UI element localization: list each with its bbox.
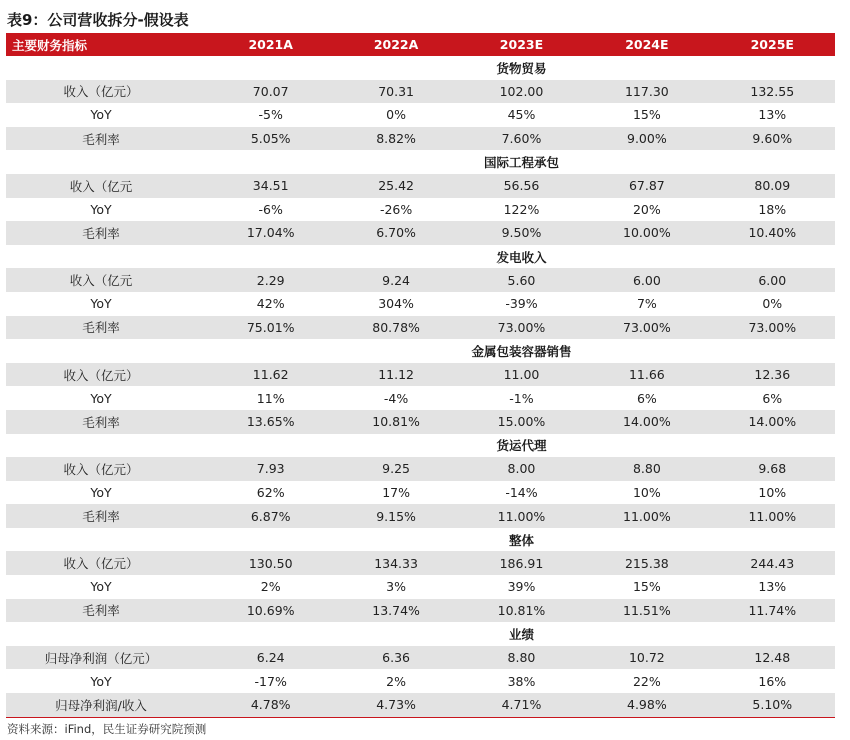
row-label: 收入（亿元）	[6, 363, 208, 387]
row-label: 毛利率	[6, 127, 208, 151]
header-cell-2022a: 2022A	[333, 33, 458, 56]
table-cell: 244.43	[710, 551, 835, 575]
row-label: 收入（亿元）	[6, 80, 208, 104]
table-cell: 13.65%	[208, 410, 333, 434]
table-cell: 132.55	[710, 80, 835, 104]
table-cell: 9.24	[333, 268, 458, 292]
table-cell: 186.91	[459, 551, 584, 575]
table-cell: 8.82%	[333, 127, 458, 151]
table-cell: 80.09	[710, 174, 835, 198]
table-cell: 13.74%	[333, 599, 458, 623]
table-cell: 11.00	[459, 363, 584, 387]
table-cell: 7%	[636, 296, 657, 312]
table-row	[6, 693, 835, 717]
section-title: 发电收入	[208, 245, 835, 269]
table-cell: 215.38	[584, 551, 709, 575]
table-cell: -5%	[258, 107, 283, 123]
table-cell: 11.62	[208, 363, 333, 387]
table-row	[6, 103, 835, 127]
table-cell: -14%	[505, 484, 538, 500]
row-label: YoY	[90, 579, 112, 595]
table-cell: 22%	[632, 673, 661, 689]
table-row	[6, 316, 835, 340]
financial-table	[6, 33, 835, 718]
header-cell-2021a: 2021A	[208, 33, 333, 56]
table-row	[6, 599, 835, 623]
table-cell: 4.78%	[208, 693, 333, 717]
row-label: 毛利率	[6, 410, 208, 434]
table-cell: 3%	[386, 579, 406, 595]
row-label: YoY	[90, 107, 112, 123]
table-cell: 304%	[378, 296, 414, 312]
table-cell: 4.71%	[459, 693, 584, 717]
row-label: 归母净利润（亿元）	[6, 646, 208, 670]
table-cell: 6.24	[208, 646, 333, 670]
table-cell: 80.78%	[333, 316, 458, 340]
table-cell: 5.60	[459, 268, 584, 292]
row-label: 归母净利润/收入	[6, 693, 208, 717]
table-cell: -26%	[379, 201, 413, 217]
table-cell: 11.00%	[710, 504, 835, 528]
table-row	[6, 575, 835, 599]
table-row	[6, 198, 835, 222]
source-note: 资料来源：iFind，民生证券研究院预测	[7, 722, 207, 736]
table-cell: 73.00%	[459, 316, 584, 340]
table-cell: 62%	[256, 484, 285, 500]
header-row	[6, 33, 835, 56]
table-cell: 12.48	[710, 646, 835, 670]
table-cell: -39%	[505, 296, 538, 312]
table-row	[6, 127, 835, 151]
table-cell: 70.31	[333, 80, 458, 104]
table-cell: 10.40%	[710, 221, 835, 245]
table-cell: 38%	[507, 673, 536, 689]
table-cell: 11.00%	[584, 504, 709, 528]
table-cell: 67.87	[584, 174, 709, 198]
table-cell: 34.51	[208, 174, 333, 198]
table-cell: 9.25	[333, 457, 458, 481]
table-cell: 4.98%	[584, 693, 709, 717]
row-label: 收入（亿元）	[6, 551, 208, 575]
table-cell: 12.36	[710, 363, 835, 387]
table-cell: -6%	[258, 201, 283, 217]
table-cell: 130.50	[208, 551, 333, 575]
table-cell: 0%	[762, 296, 783, 312]
table-row	[6, 363, 835, 387]
table-cell: 56.56	[459, 174, 584, 198]
table-cell: 25.42	[333, 174, 458, 198]
table-cell: 10.81%	[333, 410, 458, 434]
header-cell-2025e: 2025E	[710, 33, 835, 56]
section-title: 国际工程承包	[208, 150, 835, 174]
table-cell: 102.00	[459, 80, 584, 104]
table-cell: 73.00%	[584, 316, 709, 340]
row-label: YoY	[90, 201, 112, 217]
table-cell: 14.00%	[584, 410, 709, 434]
table-cell: 16%	[758, 673, 787, 689]
table-cell: 73.00%	[710, 316, 835, 340]
table-row	[6, 669, 835, 693]
section-header-row	[6, 434, 835, 458]
table-cell: 11.12	[333, 363, 458, 387]
table-body	[6, 56, 835, 717]
table-row	[6, 268, 835, 292]
table-cell: 15.00%	[459, 410, 584, 434]
row-label: 毛利率	[6, 504, 208, 528]
row-label: YoY	[90, 484, 112, 500]
row-label: 毛利率	[6, 221, 208, 245]
table-cell: 8.00	[459, 457, 584, 481]
row-label: 毛利率	[6, 316, 208, 340]
table-cell: 2%	[386, 673, 406, 689]
table-cell: 45%	[507, 107, 536, 123]
table-row	[6, 174, 835, 198]
table-cell: 0%	[386, 107, 406, 123]
table-cell: 2%	[260, 579, 281, 595]
table-cell: 39%	[507, 579, 536, 595]
table-cell: 70.07	[208, 80, 333, 104]
table-cell: 4.73%	[333, 693, 458, 717]
table-row	[6, 221, 835, 245]
table-cell: 10.81%	[459, 599, 584, 623]
table-cell: 42%	[256, 296, 285, 312]
table-cell: 13%	[758, 107, 787, 123]
table-cell: 5.10%	[710, 693, 835, 717]
table-cell: 6.36	[333, 646, 458, 670]
table-cell: 7.60%	[459, 127, 584, 151]
table-cell: 10.72	[584, 646, 709, 670]
table-cell: 10.69%	[208, 599, 333, 623]
table-row	[6, 504, 835, 528]
table-cell: 6%	[762, 390, 783, 406]
section-header-row	[6, 56, 835, 80]
table-row	[6, 481, 835, 505]
section-header-row	[6, 339, 835, 363]
section-title: 货物贸易	[208, 56, 835, 80]
row-label: 收入（亿元	[6, 174, 208, 198]
header-cell-metric: 主要财务指标	[6, 33, 208, 56]
table-cell: 5.05%	[208, 127, 333, 151]
table-row	[6, 551, 835, 575]
table-cell: 8.80	[584, 457, 709, 481]
section-title: 业绩	[208, 622, 835, 646]
row-label: 收入（亿元	[6, 268, 208, 292]
table-cell: 6.00	[710, 268, 835, 292]
table-cell: 2.29	[208, 268, 333, 292]
table-cell: 14.00%	[710, 410, 835, 434]
section-title: 整体	[208, 528, 835, 552]
table-cell: 15%	[632, 579, 661, 595]
table-cell: 6%	[636, 390, 657, 406]
section-header-row	[6, 622, 835, 646]
table-row	[6, 386, 835, 410]
table-cell: 9.60%	[710, 127, 835, 151]
table-row	[6, 410, 835, 434]
row-label: YoY	[90, 673, 112, 689]
table-cell: 11.00%	[459, 504, 584, 528]
table-row	[6, 80, 835, 104]
section-title: 金属包装容器销售	[208, 339, 835, 363]
table-cell: 8.80	[459, 646, 584, 670]
table-cell: 17.04%	[208, 221, 333, 245]
table-cell: 11.66	[584, 363, 709, 387]
header-cell-2024e: 2024E	[584, 33, 709, 56]
table-cell: -17%	[254, 673, 287, 689]
row-label: YoY	[90, 390, 112, 406]
table-cell: 75.01%	[208, 316, 333, 340]
table-cell: 11.51%	[584, 599, 709, 623]
table-cell: 17%	[382, 484, 410, 500]
table-cell: 11%	[256, 390, 285, 406]
table-row	[6, 457, 835, 481]
section-header-row	[6, 245, 835, 269]
table-cell: 9.68	[710, 457, 835, 481]
table-cell: -1%	[509, 390, 534, 406]
table-cell: 6.87%	[208, 504, 333, 528]
table-title: 表9：公司营收拆分-假设表	[7, 11, 189, 29]
header-cell-2023e: 2023E	[459, 33, 584, 56]
table-cell: 10.00%	[584, 221, 709, 245]
table-cell: 134.33	[333, 551, 458, 575]
table-cell: 117.30	[584, 80, 709, 104]
section-header-row	[6, 528, 835, 552]
table-cell: 122%	[503, 201, 540, 217]
table-cell: 11.74%	[710, 599, 835, 623]
table-cell: 9.50%	[459, 221, 584, 245]
table-row	[6, 646, 835, 670]
table-cell: -4%	[383, 390, 409, 406]
table-cell: 9.15%	[333, 504, 458, 528]
table-cell: 13%	[758, 579, 787, 595]
table-cell: 15%	[632, 107, 661, 123]
table-cell: 18%	[758, 201, 787, 217]
section-title: 货运代理	[208, 434, 835, 458]
table-cell: 9.00%	[584, 127, 709, 151]
row-label: YoY	[90, 296, 112, 312]
table-row	[6, 292, 835, 316]
row-label: 毛利率	[6, 599, 208, 623]
table-cell: 20%	[632, 201, 661, 217]
table-cell: 10%	[758, 484, 787, 500]
table-cell: 6.70%	[333, 221, 458, 245]
table-cell: 7.93	[208, 457, 333, 481]
row-label: 收入（亿元）	[6, 457, 208, 481]
table-cell: 10%	[632, 484, 661, 500]
section-header-row	[6, 150, 835, 174]
table-cell: 6.00	[584, 268, 709, 292]
